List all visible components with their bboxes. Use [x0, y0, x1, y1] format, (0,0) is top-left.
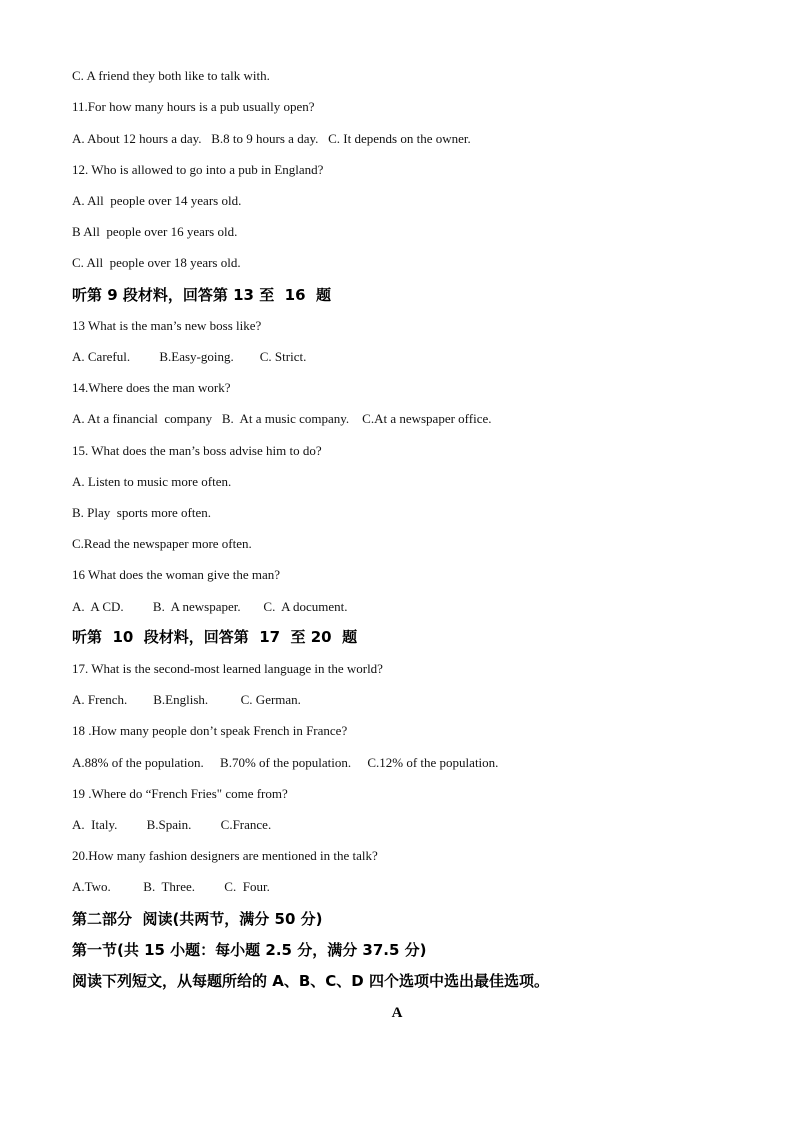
q11-options: A. About 12 hours a day. B.8 to 9 hours a day. C. It depends on the owner.	[72, 131, 471, 146]
q12-option-a: A. All people over 14 years old.	[72, 193, 242, 208]
q15-option-a: A. Listen to music more often.	[72, 474, 232, 489]
reading-instructions: 阅读下列短文，从每题所给的 A、B、C、D 四个选项中选出最佳选项。	[72, 972, 549, 990]
q20-options: A.Two. B. Three. C. Four.	[72, 879, 270, 894]
question-17: 17. What is the second-most learned language in the world?	[72, 661, 383, 676]
passage-label-a: A	[391, 1005, 403, 1021]
question-13: 13 What is the man’s new boss like?	[72, 318, 262, 333]
question-12: 12. Who is allowed to go into a pub in England?	[72, 162, 324, 177]
q19-options: A. Italy. B.Spain. C.France.	[72, 817, 272, 832]
section-heading-material-9: 听第 9 段材料，回答第 13 至 16 题	[72, 286, 331, 304]
section-heading-material-10: 听第 10 段材料，回答第 17 至 20 题	[72, 628, 358, 646]
q15-option-c: C.Read the newspaper more often.	[72, 536, 252, 551]
section-one-heading: 第一节(共 15 小题：每小题 2.5 分，满分 37.5 分)	[72, 941, 427, 959]
question-15: 15. What does the man’s boss advise him to do?	[72, 443, 322, 458]
q16-options: A. A CD. B. A newspaper. C. A document.	[72, 599, 348, 614]
q18-options: A.88% of the population. B.70% of the population. C.12% of the population.	[72, 755, 499, 770]
q10-option-c: C. A friend they both like to talk with.	[72, 68, 270, 83]
question-16: 16 What does the woman give the man?	[72, 567, 281, 582]
question-18: 18 .How many people don’t speak French in France?	[72, 723, 348, 738]
q15-option-b: B. Play sports more often.	[72, 505, 212, 520]
question-19: 19 .Where do “French Fries" come from?	[72, 786, 288, 801]
question-11: 11.For how many hours is a pub usually open?	[72, 99, 315, 114]
q17-options: A. French. B.English. C. German.	[72, 692, 301, 707]
q12-option-b: B All people over 16 years old.	[72, 224, 238, 239]
q13-options: A. Careful. B.Easy-going. C. Strict.	[72, 349, 307, 364]
question-14: 14.Where does the man work?	[72, 380, 231, 395]
question-20: 20.How many fashion designers are mentioned in the talk?	[72, 848, 378, 863]
q12-option-c: C. All people over 18 years old.	[72, 255, 241, 270]
q14-options: A. At a financial company B. At a music company. C.At a newspaper office.	[72, 411, 492, 426]
part-two-heading: 第二部分 阅读(共两节，满分 50 分)	[72, 910, 323, 928]
